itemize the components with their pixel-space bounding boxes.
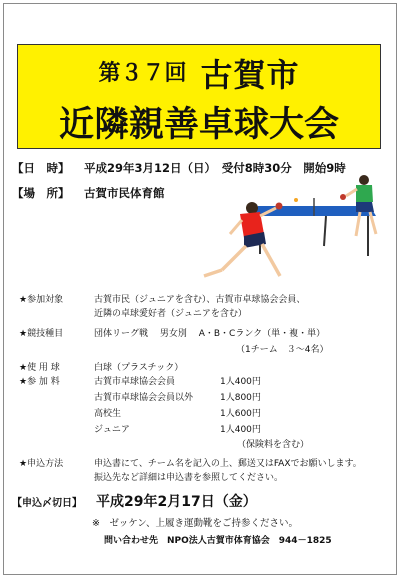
deadline-value: 平成29年2月17日（金） [96,494,257,510]
ball-label: ★使 用 球 [19,363,60,373]
contact: 問い合わせ先 NPO法人古賀市体育協会 944－1825 [104,536,332,546]
insurance-note: （保険料を含む） [237,440,310,450]
ball [294,198,298,202]
red-player-head [246,202,258,214]
apply-line-2: 振込先など詳細は申込書を参照してください。 [94,473,284,483]
ball-value: 白球（プラスチック） [94,363,184,373]
venue-value: 古賀市民体育館 [84,186,165,200]
event-title: 近隣親善卓球大会 [58,105,339,145]
participants-line-1: 古賀市民（ジュニアを含む）、古賀市卓球協会会員、 [94,295,306,305]
fee-name-3: 高校生 [94,409,122,419]
event-line-1: 団体リーグ戦 男女別 A・B・Cランク（単・複・単） [94,329,326,339]
date-label: 【日 時】 [12,161,70,175]
note: ※ ゼッケン、上履き運動靴をご持参ください。 [92,518,299,529]
title-line-1 [18,50,380,96]
venue-label: 【場 所】 [12,186,70,200]
venue-row [12,185,165,201]
fee-label: ★参 加 料 [19,377,60,387]
fee-amount-4: 1人400円 [220,425,261,435]
apply-line-1: 申込書にて、チーム名を記入の上、郵送又はFAXでお願いします。 [94,459,362,469]
apply-label: ★申込方法 [19,459,64,469]
fee-name-1: 古賀市卓球協会会員 [94,377,176,387]
green-player-head [359,175,369,185]
fee-name-4: ジュニア [94,425,130,435]
title-banner [17,44,381,149]
event-label: ★競技種目 [19,329,64,339]
deadline-label: 【申込〆切日】 [12,498,82,509]
fee-amount-2: 1人800円 [220,393,261,403]
event-line-2: （1チーム ３～4名） [236,345,329,355]
green-player-shirt [356,185,373,202]
edition-label: 第３７回 [98,61,187,86]
table-tennis-illustration [200,172,390,284]
city-name: 古賀市 [200,56,300,94]
fee-amount-1: 1人400円 [220,377,261,387]
participants-label: ★参加対象 [19,295,64,305]
fee-amount-3: 1人600円 [220,409,261,419]
flyer [3,3,397,575]
fee-name-2: 古賀市卓球協会会員以外 [94,393,194,403]
date-value: 平成29年3月12日（日） 受付8時30分 開始9時 [84,161,346,175]
participants-line-2: 近隣の卓球愛好者（ジュニアを含む） [94,309,247,319]
